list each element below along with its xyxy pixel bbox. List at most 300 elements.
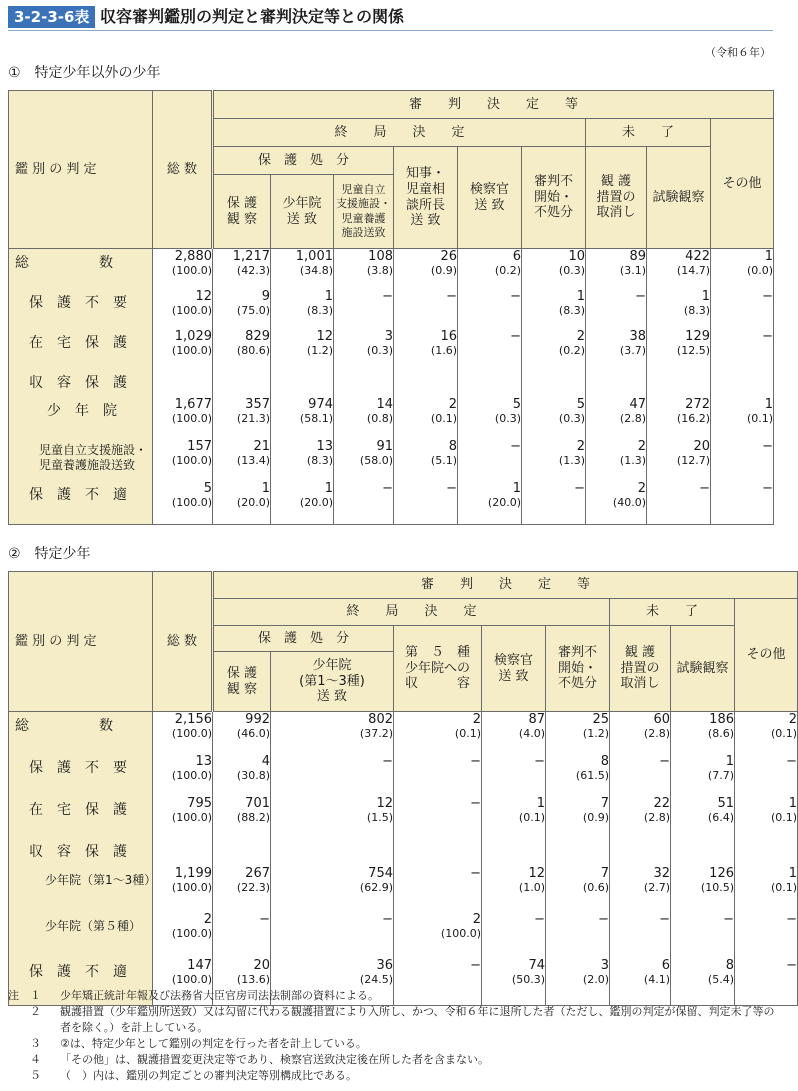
cell-percent: (2.8) [619,411,646,425]
cell-count: 47 [629,396,646,412]
cell-percent: (20.0) [236,495,270,509]
data-cell [647,439,711,481]
cell-count: 1 [512,480,521,496]
row-label-text: 保 護 不 要 [29,294,127,311]
data-cell [213,439,271,481]
header-unfinished: 未 了 [610,599,735,626]
row-label-text: 少年院（第５種） [45,918,142,933]
total-cell [153,912,213,958]
footnote-text: 観護措置（少年鑑別所送致）又は勾留に代わる観護措置により入所し、かつ、令和６年に退所した者（ただし、鑑別の判定が保留、判定未了等の者を除く。）を計上している。 [60,1005,775,1034]
cell-count: 7 [600,865,609,881]
cell-count: 2 [472,712,481,727]
cell-percent: (14.7) [676,264,710,277]
cell-percent: (0.1) [770,880,798,894]
footnote-number: ４ [8,1053,41,1066]
data-cell [482,796,546,838]
data-cell [394,796,482,838]
data-cell [394,912,482,958]
cell-percent: (34.8) [299,264,333,277]
cell-percent: (12.7) [676,453,710,467]
header-cancel-custody: 観 護 措置の 取消し [610,626,671,712]
data-cell [735,838,798,866]
cell-count: 20 [253,957,270,973]
data-cell [334,289,394,329]
cell-percent: (1.5) [366,810,393,824]
cell-percent: (1.3) [558,453,585,467]
data-cell [394,329,458,369]
row-label-text: 保 護 不 要 [29,759,127,776]
cell-count: 272 [685,396,710,412]
table-row [9,754,798,796]
cell-percent: (0.1) [770,810,798,824]
data-cell [271,912,394,958]
header-juvenile-training-school: 少年院 送 致 [271,175,334,249]
cell-count: 12 [195,288,212,304]
cell-percent: (100.0) [171,768,212,782]
footnote-text: ②は、特定少年として鑑別の判定を行った者を計上している。 [60,1037,367,1050]
section-1-heading: ① 特定少年以外の少年 [8,65,161,81]
header-total: 総 数 [153,572,213,712]
data-cell [546,796,610,838]
total-cell [153,329,213,369]
row-label [9,369,153,397]
row-label-text: 総 数 [15,718,113,734]
data-cell [334,369,394,397]
total-cell [153,249,213,289]
cell-count: 21 [253,438,270,454]
cell-count: 16 [440,328,457,344]
cell-count: − [470,795,481,811]
cell-count: 1 [261,480,270,496]
data-cell [522,249,586,289]
cell-percent: (1.2) [306,343,333,357]
table-row [9,481,774,525]
cell-percent: (80.6) [236,343,270,357]
data-cell [671,912,735,958]
cell-count: − [534,753,545,769]
cell-count: 10 [568,249,585,264]
cell-count: 1 [764,249,774,264]
data-cell [711,481,774,525]
cell-count: 2 [576,438,585,454]
cell-count: 186 [709,712,734,727]
header-support-facility: 児童自立 支援施設・ 児童養護 施設送致 [334,175,394,249]
data-cell [546,912,610,958]
cell-percent: (0.3) [494,411,521,425]
data-cell [735,912,798,958]
data-cell [394,289,458,329]
row-label [9,796,153,838]
cell-count: 26 [440,249,457,264]
cell-count: 12 [316,328,333,344]
row-label-text: 収 容 保 護 [29,843,127,860]
data-cell [586,481,647,525]
cell-count: − [470,753,481,769]
cell-count: − [659,753,670,769]
cell-percent: (50.3) [511,972,545,986]
table-specified-juveniles [8,571,798,1006]
cell-percent: (40.0) [612,495,646,509]
cell-count: − [382,480,393,496]
cell-count: 2,156 [174,712,212,727]
cell-percent: (12.5) [676,343,710,357]
cell-count: 2 [576,328,585,344]
cell-count: − [510,288,521,304]
header-tentative-probation: 試験観察 [671,626,735,712]
cell-count: − [534,911,545,927]
header-prosecutor: 検察官 送 致 [458,147,522,249]
row-label-text: 保 護 不 適 [29,963,127,980]
cell-count: 20 [693,438,710,454]
cell-count: 22 [653,795,670,811]
cell-count: 13 [195,753,212,769]
cell-percent: (100.0) [171,303,212,317]
footnote-number: ３ [8,1037,41,1050]
table-row [9,712,798,754]
total-cell [153,712,213,754]
cell-percent: (8.6) [707,727,734,740]
cell-count: 8 [448,438,457,454]
cell-count: 8 [600,753,609,769]
row-label-text: 少 年 院 [47,402,117,419]
cell-count: 3 [600,957,609,973]
data-cell [735,712,798,754]
table-row [9,397,774,439]
footnote [8,988,778,1004]
table-title: 収容審判鑑別の判定と審判決定等との関係 [100,7,405,26]
cell-count: 1 [324,288,333,304]
data-cell [394,866,482,912]
data-cell [735,796,798,838]
cell-count: 5 [203,480,212,496]
row-label [9,754,153,796]
cell-percent: (100.0) [171,411,212,425]
data-cell [647,369,711,397]
data-cell [271,439,334,481]
row-label [9,439,153,481]
cell-percent: (16.2) [676,411,710,425]
cell-percent: (100.0) [440,926,481,940]
total-cell [153,866,213,912]
data-cell [458,249,522,289]
header-no-hearing: 審判不 開始・ 不処分 [522,147,586,249]
cell-percent: (75.0) [236,303,270,317]
data-cell [610,838,671,866]
cell-percent: (3.8) [366,264,393,277]
cell-count: 6 [512,249,521,264]
row-label [9,838,153,866]
cell-percent: (5.1) [430,453,457,467]
header-judgement: 鑑 別 の 判 定 [9,572,153,712]
footnote [8,1004,778,1036]
cell-count: 1 [788,865,798,881]
cell-count: 1,677 [174,396,212,412]
data-cell [271,329,334,369]
cell-count: 126 [709,865,734,881]
cell-percent: (4.0) [518,727,545,740]
header-cancel-custody: 観 護 措置の 取消し [586,147,647,249]
footnote-number: ５ [8,1069,41,1082]
data-cell [586,397,647,439]
cell-count: 1 [576,288,585,304]
cell-percent: (4.1) [643,972,670,986]
cell-count: 7 [600,795,609,811]
cell-percent: (20.0) [487,495,521,509]
cell-count: − [598,911,609,927]
cell-count: 14 [376,396,393,412]
cell-count: 267 [245,865,270,881]
row-label [9,249,153,289]
cell-percent: (5.4) [707,972,734,986]
cell-count: 802 [368,712,393,727]
cell-count: − [723,911,734,927]
cell-count: − [762,328,774,344]
header-no-hearing: 審判不 開始・ 不処分 [546,626,610,712]
cell-count: − [510,328,521,344]
row-label [9,712,153,754]
cell-count: 129 [685,328,710,344]
data-cell [586,369,647,397]
cell-percent: (3.7) [619,343,646,357]
data-cell [271,289,334,329]
cell-percent: (0.2) [558,343,585,357]
total-cell [153,796,213,838]
data-cell [458,329,522,369]
row-label-text: 収 容 保 護 [29,374,127,391]
data-cell [271,866,394,912]
data-cell [522,369,586,397]
cell-count: 1,029 [174,328,212,344]
cell-count: 2 [637,438,646,454]
cell-count: 992 [245,712,270,727]
cell-count: 795 [187,795,212,811]
header-type5-school: 第 ５ 種 少年院への 収 容 [394,626,482,712]
total-cell [153,397,213,439]
data-cell [610,866,671,912]
cell-count: 108 [368,249,393,264]
cell-percent: (100.0) [171,453,212,467]
header-decision: 審 判 決 定 等 [213,91,774,119]
data-cell [711,289,774,329]
footnote-text: （ ）内は、鑑別の判定ごとの審判決定等別構成比である。 [60,1069,357,1082]
cell-count: 5 [512,396,521,412]
table-row [9,866,798,912]
cell-percent: (8.3) [558,303,585,317]
data-cell [711,439,774,481]
cell-percent: (20.0) [299,495,333,509]
cell-count: 5 [576,396,585,412]
data-cell [610,796,671,838]
data-cell [482,754,546,796]
cell-count: 157 [187,438,212,454]
cell-percent: (61.5) [575,768,609,782]
cell-percent: (22.3) [236,880,270,894]
cell-percent: (0.9) [430,264,457,277]
data-cell [394,369,458,397]
header-unfinished: 未 了 [586,119,711,147]
cell-count: 357 [245,396,270,412]
cell-percent: (13.6) [236,972,270,986]
header-final-decision: 終 局 決 定 [213,599,610,626]
cell-count: 51 [717,795,734,811]
table-number-badge: 3-2-3-6表 [8,6,95,28]
data-cell [271,249,334,289]
data-cell [671,712,735,754]
cell-count: 89 [629,249,646,264]
row-label-text: 保 護 不 適 [29,486,127,503]
cell-percent: (2.7) [643,880,670,894]
cell-count: − [446,480,457,496]
section-2-heading: ② 特定少年 [8,546,91,562]
data-cell [271,397,334,439]
header-judgement: 鑑 別 の 判 定 [9,91,153,249]
cell-count: − [762,480,774,496]
data-cell [394,439,458,481]
data-cell [671,866,735,912]
data-cell [735,866,798,912]
data-cell [213,912,271,958]
header-probation: 保 護 観 察 [213,652,271,712]
cell-percent: (21.3) [236,411,270,425]
total-cell [153,369,213,397]
cell-percent: (0.9) [582,810,609,824]
data-cell [213,249,271,289]
cell-percent: (1.2) [582,727,609,740]
data-cell [671,796,735,838]
row-label [9,866,157,912]
data-cell [711,329,774,369]
cell-count: 4 [261,753,270,769]
data-cell [271,481,334,525]
data-cell [394,481,458,525]
data-cell [213,369,271,397]
cell-percent: (0.1) [518,810,545,824]
cell-count: − [446,288,457,304]
cell-percent: (24.5) [359,972,393,986]
header-total: 総 数 [153,91,213,249]
data-cell [334,329,394,369]
cell-count: 6 [661,957,670,973]
header-protective-measures: 保 護 処 分 [213,626,394,652]
cell-count: 2 [448,396,457,412]
data-cell [522,329,586,369]
data-cell [647,289,711,329]
data-cell [213,754,271,796]
cell-count: 3 [384,328,393,344]
row-label [9,397,153,439]
data-cell [586,439,647,481]
data-cell [647,329,711,369]
data-cell [647,397,711,439]
data-cell [334,397,394,439]
cell-percent: (0.2) [494,264,521,277]
row-label-text: 児童自立支援施設・ 児童養護施設送致 [39,442,148,472]
cell-count: 74 [528,957,545,973]
cell-count: 60 [653,712,670,727]
data-cell [334,249,394,289]
data-cell [213,397,271,439]
table-row [9,369,774,397]
cell-percent: (100.0) [171,972,212,986]
data-cell [482,912,546,958]
cell-count: 9 [261,288,270,304]
data-cell [671,838,735,866]
data-cell [711,369,774,397]
cell-count: − [786,911,798,927]
data-cell [522,289,586,329]
table-non-specified-juveniles [8,90,774,525]
data-cell [711,397,774,439]
cell-percent: (42.3) [236,264,270,277]
cell-count: 1 [324,480,333,496]
data-cell [334,439,394,481]
cell-percent: (1.3) [619,453,646,467]
cell-count: 87 [528,712,545,727]
cell-count: 91 [376,438,393,454]
header-other: その他 [735,599,798,712]
cell-percent: (0.1) [430,411,457,425]
row-label-text: 在 宅 保 護 [29,801,127,818]
data-cell [586,249,647,289]
cell-percent: (13.4) [236,453,270,467]
data-cell [522,397,586,439]
data-cell [671,754,735,796]
data-cell [458,289,522,329]
cell-percent: (0.3) [558,264,585,277]
data-cell [610,754,671,796]
table-row [9,912,798,958]
row-label [9,289,153,329]
data-cell [213,796,271,838]
cell-count: 1 [788,795,798,811]
cell-count: 2 [203,911,212,927]
cell-percent: (88.2) [236,810,270,824]
cell-percent: (0.1) [770,727,798,740]
cell-count: − [470,957,481,973]
cell-count: 8 [725,957,734,973]
data-cell [458,397,522,439]
cell-percent: (100.0) [171,727,212,740]
row-label-text: 少年院（第1〜3種） [45,872,157,887]
cell-count: − [762,438,774,454]
cell-count: 25 [592,712,609,727]
cell-percent: (1.0) [518,880,545,894]
data-cell [394,249,458,289]
cell-count: 2,880 [174,249,212,264]
table-row [9,439,774,481]
cell-count: 754 [368,865,393,881]
data-cell [586,329,647,369]
cell-count: 1 [725,753,734,769]
data-cell [482,866,546,912]
data-cell [586,289,647,329]
cell-count: 1,001 [295,249,333,264]
cell-percent: (0.0) [746,264,774,277]
cell-count: 974 [308,396,333,412]
cell-count: 2 [472,911,481,927]
data-cell [711,249,774,289]
era-label: （令和６年） [705,46,771,59]
table-row [9,289,774,329]
cell-count: 38 [629,328,646,344]
cell-count: 12 [376,795,393,811]
table-row [9,838,798,866]
cell-percent: (100.0) [171,343,212,357]
row-label [9,481,153,525]
cell-percent: (30.8) [236,768,270,782]
cell-count: 1,199 [174,865,212,881]
cell-count: 829 [245,328,270,344]
